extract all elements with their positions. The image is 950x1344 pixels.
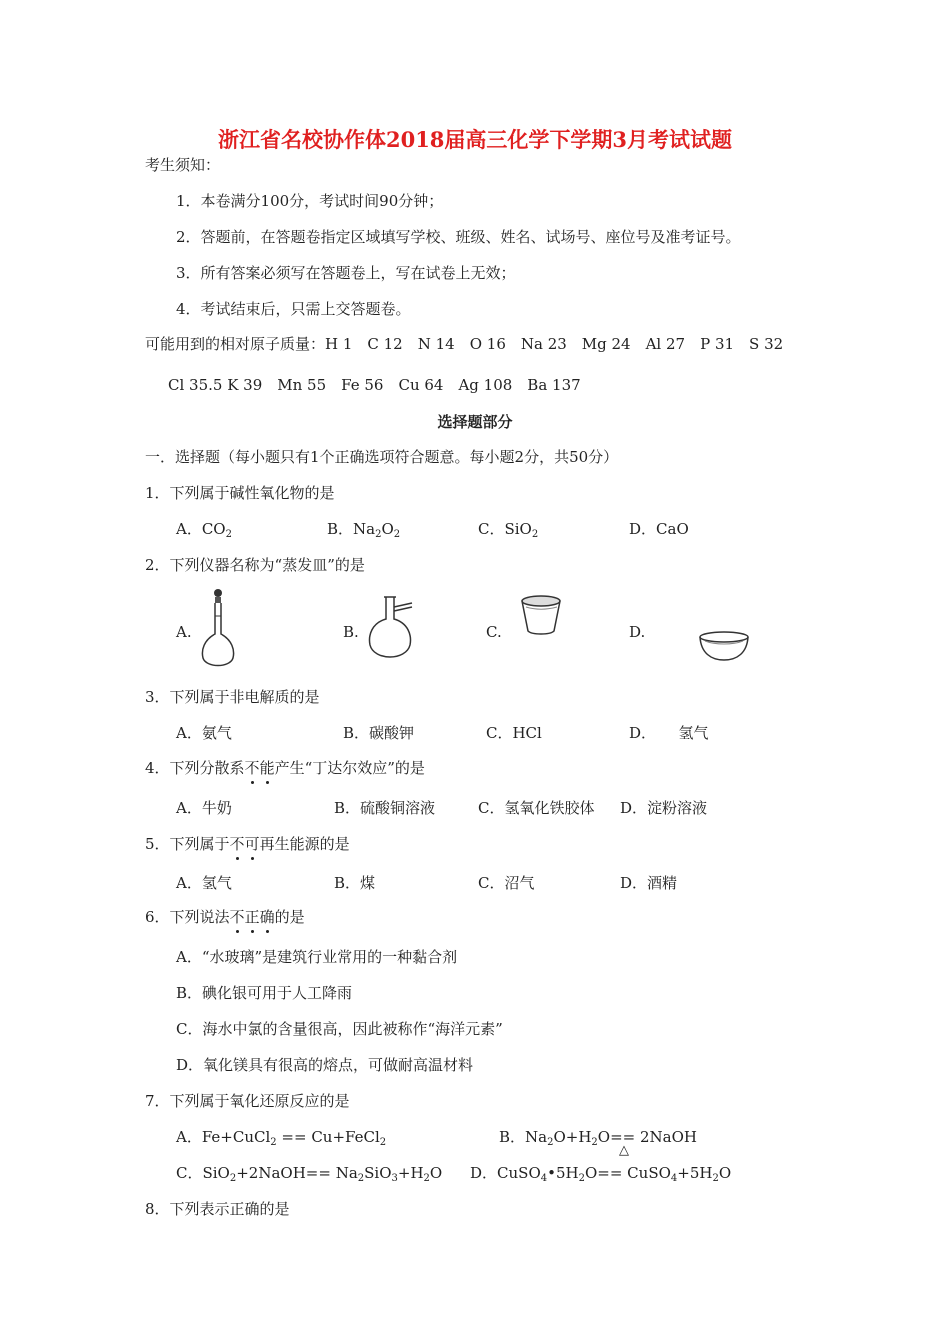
question-7-option-a: A．Fe+CuCl$_2$ == Cu+FeCl$_2$ [176,1128,387,1148]
question-5-option-d: D．酒精 [620,874,678,892]
question-2-option-a: A. [176,623,192,641]
notice-item-1: 1．本卷满分100分，考试时间90分钟； [176,192,444,210]
notice-item-2: 2．答题前，在答题卷指定区域填写学校、班级、姓名、试场号、座位号及准考证号。 [176,228,741,246]
part-heading: 一．选择题（每小题只有1个正确选项符合题意。每小题2分，共50分） [145,448,619,466]
question-3-option-d: D． 氢气 [629,724,709,742]
distilling-flask-icon [366,595,422,663]
section-heading: 选择题部分 [437,413,513,431]
question-6-option-c: C．海水中氯的含量很高，因此被称作“海洋元素” [176,1020,503,1038]
question-4-option-a: A．牛奶 [176,799,232,817]
question-6-stem: 6．下列说法不 正 确 的是 [145,906,305,927]
question-4-option-d: D．淀粉溶液 [620,799,708,817]
question-7-option-d: D．$CuSO_4•5H_2O==$ $CuSO_4+5H_2O$ [470,1164,732,1184]
page-title: 浙江省名校协作体2018届高三化学下学期3月考试试题 [217,127,733,152]
question-1-option-a: A．$CO_2$ [176,520,232,540]
question-6-option-a: A．“水玻璃”是建筑行业常用的一种黏合剂 [176,948,458,966]
atomic-masses-line-1: 可能用到的相对原子质量：H 1 C 12 N 14 O 16 Na 23 Mg 24 Al 27 P 31 S 32 [145,335,784,353]
question-7-option-b: B．$Na_2O+H_2O==$ 2NaOH [499,1128,697,1148]
question-8-stem: 8．下列表示正确的是 [145,1200,290,1218]
question-7-stem: 7．下列属于氧化还原反应的是 [145,1092,350,1110]
notice-heading: 考生须知： [145,156,221,174]
notice-item-3: 3．所有答案必须写在答题卷上，写在试卷上无效； [176,264,516,282]
question-3-option-c: C．HCl [486,724,542,742]
notice-item-4: 4．考试结束后，只需上交答题卷。 [176,300,411,318]
question-4-option-b: B．硫酸铜溶液 [334,799,436,817]
question-1-option-d: D．CaO [629,520,689,538]
question-5-stem: 5．下列属于不 可 再生能源的是 [145,833,350,854]
heat-triangle-mark: △ [619,1143,629,1158]
question-1-option-b: B．$Na_2O_2$ [327,520,401,540]
evaporating-dish-icon [697,629,751,663]
question-6-option-d: D．氧化镁具有很高的熔点，可做耐高温材料 [176,1056,474,1074]
atomic-masses-line-2: Cl 35.5 K 39 Mn 55 Fe 56 Cu 64 Ag 108 Ba 137 [168,376,581,394]
question-2-option-d: D. [629,623,646,641]
question-5-option-a: A．氢气 [176,874,232,892]
question-4-option-c: C．氢氧化铁胶体 [478,799,595,817]
volumetric-flask-icon [198,588,238,670]
question-3-stem: 3．下列属于非电解质的是 [145,688,320,706]
question-1-option-c: C．SiO$_2$ [478,520,539,540]
question-3-option-b: B．碳酸钾 [343,724,415,742]
question-1-stem: 1．下列属于碱性氧化物的是 [145,484,335,502]
question-7-option-c: C．SiO$_2$+2NaOH== $Na_2SiO_3+H_2O$ [176,1164,443,1184]
question-3-option-a: A．氨气 [176,724,232,742]
question-2-option-c: C. [486,623,502,641]
question-2-stem: 2．下列仪器名称为“蒸发皿”的是 [145,556,365,574]
crucible-icon [518,593,564,637]
question-4-stem: 4．下列分散系不 能 产生“丁达尔效应”的是 [145,757,425,778]
question-5-option-b: B．煤 [334,874,376,892]
question-5-option-c: C．沼气 [478,874,535,892]
question-6-option-b: B．碘化银可用于人工降雨 [176,984,353,1002]
question-2-option-b: B. [343,623,359,641]
